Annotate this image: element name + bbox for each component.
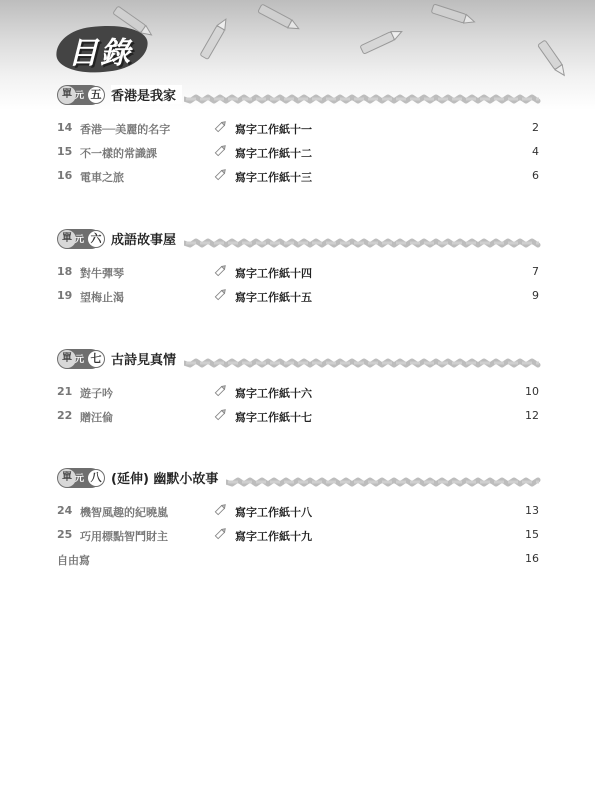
unit-number: 七: [87, 350, 105, 368]
unit-badge-first: 單: [58, 230, 76, 248]
unit-number: 六: [87, 230, 105, 248]
lesson-title: 遊子吟: [80, 387, 113, 400]
page-number: 15: [525, 528, 539, 541]
lesson-number: 14: [57, 121, 73, 134]
toc-title-block: [56, 20, 166, 80]
toc-entry[interactable]: [57, 164, 543, 188]
unit-title: 成語故事屋: [111, 229, 182, 248]
lesson-title: 巧用標點智鬥財主: [80, 530, 168, 543]
worksheet-title: 寫字工作紙十一: [235, 123, 312, 136]
toc-entry[interactable]: [57, 523, 543, 547]
lesson-number: 15: [57, 145, 73, 158]
pencil-icon: [360, 27, 404, 54]
unit-badge-first: 單: [58, 86, 76, 104]
page-number: 7: [532, 265, 539, 278]
worksheet-title: 寫字工作紙十三: [235, 171, 312, 184]
lesson-number: 22: [57, 409, 73, 422]
unit-badge-first: 單: [58, 469, 76, 487]
unit-number: 五: [87, 86, 105, 104]
unit-number: 八: [87, 469, 105, 487]
unit-badge: [57, 85, 101, 105]
toc-entry[interactable]: [57, 140, 543, 164]
unit-badge-first: 單: [58, 350, 76, 368]
unit-title: 香港是我家: [111, 85, 182, 104]
unit-badge-second: 元: [75, 91, 85, 101]
unit-title: (延伸) 幽默小故事: [111, 468, 224, 487]
unit-heading: [57, 84, 543, 108]
toc-entry[interactable]: [57, 260, 543, 284]
lesson-number: 16: [57, 169, 73, 182]
unit-badge-second: 元: [75, 474, 85, 484]
lesson-number: 19: [57, 289, 73, 302]
pencil-icon: [214, 263, 228, 277]
worksheet-title: 寫字工作紙十七: [235, 411, 312, 424]
lesson-title: 電車之旅: [80, 171, 124, 184]
unit-title: 古詩見真情: [111, 349, 182, 368]
lesson-title: 香港──美麗的名字: [80, 123, 171, 136]
pencil-icon: [538, 40, 568, 78]
lesson-number: 24: [57, 504, 73, 517]
page-number: 9: [532, 289, 539, 302]
page-number: 10: [525, 385, 539, 398]
unit-badge-second: 元: [75, 235, 85, 245]
toc-entry[interactable]: [57, 116, 543, 140]
unit-section: [57, 228, 543, 308]
page-number: 2: [532, 121, 539, 134]
lesson-number: 21: [57, 385, 73, 398]
pencil-icon: [214, 119, 228, 133]
lesson-title: 機智風趣的紀曉嵐: [80, 506, 168, 519]
pencil-icon: [214, 167, 228, 181]
lesson-title: 對牛彈琴: [80, 267, 124, 280]
brush-stroke-divider: [226, 473, 541, 485]
pencil-icon: [214, 526, 228, 540]
unit-badge-second: 元: [75, 355, 85, 365]
toc-entry-free-writing[interactable]: [57, 547, 543, 571]
pencil-icon: [214, 502, 228, 516]
pencil-icon: [214, 287, 228, 301]
pencil-icon: [214, 407, 228, 421]
unit-section: [57, 84, 543, 188]
worksheet-title: 寫字工作紙十五: [235, 291, 312, 304]
page-title: 目錄: [68, 36, 132, 71]
unit-badge: [57, 468, 101, 488]
toc-entry[interactable]: [57, 499, 543, 523]
unit-badge: [57, 349, 101, 369]
pencil-icon: [214, 383, 228, 397]
page-number: 6: [532, 169, 539, 182]
lesson-title: 贈汪倫: [80, 411, 113, 424]
page-number: 13: [525, 504, 539, 517]
unit-heading: [57, 467, 543, 491]
worksheet-title: 寫字工作紙十四: [235, 267, 312, 280]
unit-section: [57, 348, 543, 428]
unit-heading: [57, 348, 543, 372]
worksheet-title: 寫字工作紙十二: [235, 147, 312, 160]
toc-entry[interactable]: [57, 284, 543, 308]
page-number: 12: [525, 409, 539, 422]
worksheet-title: 寫字工作紙十八: [235, 506, 312, 519]
unit-section: [57, 467, 543, 571]
brush-stroke-divider: [184, 90, 541, 102]
lesson-number: 18: [57, 265, 73, 278]
pencil-icon: [431, 4, 476, 26]
lesson-title: 望梅止渴: [80, 291, 124, 304]
worksheet-title: 寫字工作紙十九: [235, 530, 312, 543]
pencil-icon: [200, 17, 230, 60]
pencil-icon: [258, 4, 301, 33]
page-number: 4: [532, 145, 539, 158]
lesson-title: 不一樣的常識課: [80, 147, 157, 160]
worksheet-title: 寫字工作紙十六: [235, 387, 312, 400]
page-number: 16: [525, 552, 539, 565]
unit-badge: [57, 229, 101, 249]
pencil-icon: [214, 143, 228, 157]
lesson-number: 25: [57, 528, 73, 541]
brush-stroke-divider: [184, 234, 541, 246]
unit-heading: [57, 228, 543, 252]
brush-stroke-divider: [184, 354, 541, 366]
free-writing-label: 自由寫: [57, 554, 90, 567]
toc-entry[interactable]: [57, 380, 543, 404]
toc-entry[interactable]: [57, 404, 543, 428]
